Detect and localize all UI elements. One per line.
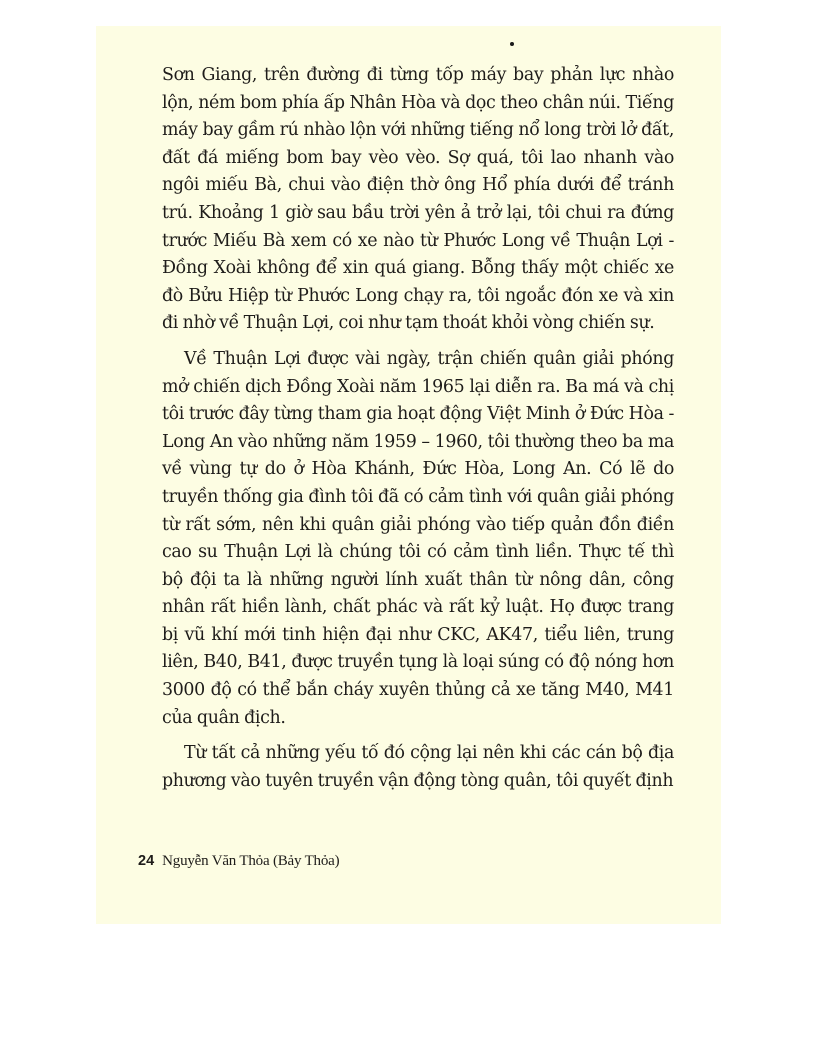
paragraph-1: Sơn Giang, trên đường đi từng tốp máy bay phản lực nhào lộn, ném bom phía ấp Nhân Hòa và dọc theo chân núi. Tiếng máy bay gầm rú nhào lộn với những tiếng nổ long trời lở đất, đất đá miếng bom bay vèo vèo. Sợ quá, tôi lao nhanh vào ngôi miếu Bà, chui vào điện thờ ông Hổ phía dưới để tránh trú. Khoảng 1 giờ sau bầu trời yên ả trở lại, tôi chui ra đứng trước Miếu Bà xem có xe nào từ Phước Long về Thuận Lợi - Đồng Xoài không để xin quá giang. Bỗng thấy một chiếc xe đò Bửu Hiệp từ Phước Long chạy ra, tôi ngoắc đón xe và xin đi nhờ về Thuận Lợi, coi như tạm thoát khỏi vòng chiến sự. [162, 65, 674, 334]
body-text [162, 62, 674, 795]
paragraph-2: Về Thuận Lợi được vài ngày, trận chiến quân giải phóng mở chiến dịch Đồng Xoài năm 1965 lại diễn ra. Ba má và chị tôi trước đây từng tham gia hoạt động Việt Minh ở Đức Hòa - Long An vào những năm 1959 – 1960, tôi thường theo ba ma về vùng tự do ở Hòa Khánh, Đức Hòa, Long An. Có lẽ do truyền thống gia đình tôi đã có cảm tình với quân giải phóng từ rất sớm, nên khi quân giải phóng vào tiếp quản đồn điền cao su Thuận Lợi là chúng tôi có cảm tình liền. Thực tế thì bộ đội ta là những người lính xuất thân từ nông dân, công nhân rất hiền lành, chất phác và rất kỷ luật. Họ được trang bị vũ khí mới tinh hiện đại như CKC, AK47, tiểu liên, trung liên, B40, B41, được truyền tụng là loại súng có độ nóng hơn 3000 độ có thể bắn cháy xuyên thủng cả xe tăng M40, M41 của quân địch. [162, 348, 674, 728]
running-footer-author: Nguyễn Văn Thỏa (Bảy Thỏa) [162, 853, 340, 869]
paragraph-3: Từ tất cả những yếu tố đó cộng lại nên khi các cán bộ địa phương vào tuyên truyền vận động tòng quân, tôi quyết định [162, 743, 674, 791]
book-page [96, 26, 721, 924]
page-footer [138, 853, 339, 870]
scan-dot-mark [510, 42, 514, 46]
page-number: 24 [138, 853, 155, 869]
